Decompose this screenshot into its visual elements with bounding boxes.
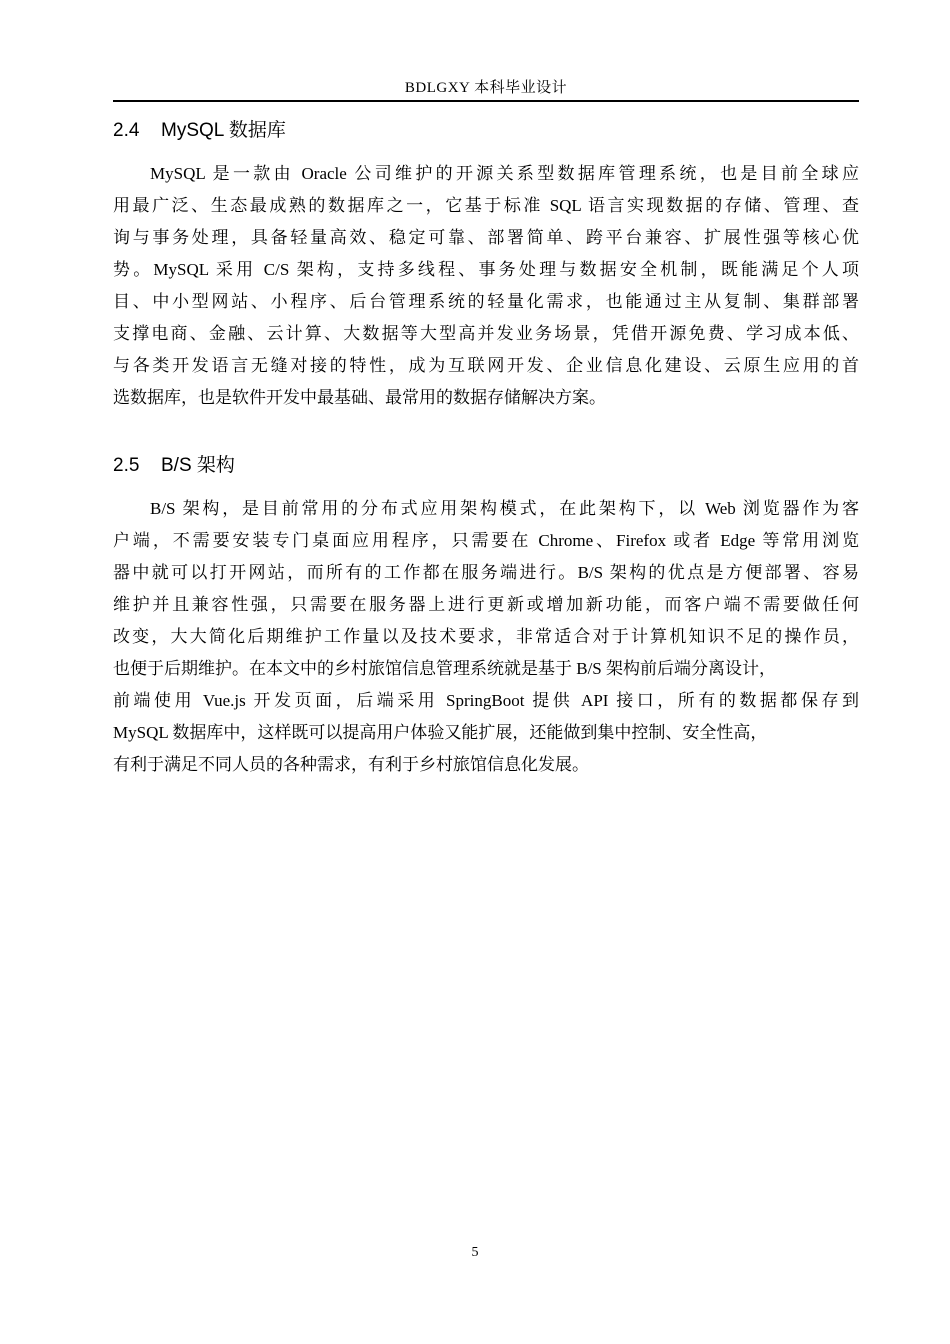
paragraph-line: B/S 架构，是目前常用的分布式应用架构模式，在此架构下，以 Web 浏览器作为客 bbox=[150, 499, 859, 518]
section-paragraph bbox=[113, 493, 859, 781]
paragraph-line: 器中就可以打开网站，而所有的工作都在服务端进行。B/S 架构的优点是方便部署、容易 bbox=[113, 563, 859, 582]
paragraph-line: 支撑电商、金融、云计算、大数据等大型高并发业务场景，凭借开源免费、学习成本低、 bbox=[113, 324, 859, 343]
paragraph-line: 选数据库，也是软件开发中最基础、最常用的数据存储解决方案。 bbox=[113, 388, 606, 407]
section-paragraph bbox=[113, 158, 859, 414]
paragraph-line: 也便于后期维护。在本文中的乡村旅馆信息管理系统就是基于 B/S 架构前后端分离设计， bbox=[113, 659, 777, 678]
paragraph-line: 前端使用 Vue.js 开发页面，后端采用 SpringBoot 提供 API 接口，所有的数据都保存到 bbox=[113, 691, 859, 710]
paragraph-line: 用最广泛、生态最成熟的数据库之一，它基于标准 SQL 语言实现数据的存储、管理、查 bbox=[113, 196, 859, 215]
paragraph-line: MySQL 是一款由 Oracle 公司维护的开源关系型数据库管理系统，也是目前全球应 bbox=[150, 164, 859, 183]
section-2-4 bbox=[113, 118, 859, 414]
paragraph-line: 目、中小型网站、小程序、后台管理系统的轻量化需求，也能通过主从复制、集群部署 bbox=[113, 292, 859, 311]
paragraph-line: 户端，不需要安装专门桌面应用程序，只需要在 Chrome、Firefox 或者 Edge 等常用浏览 bbox=[113, 531, 859, 550]
paragraph-line: 势。MySQL 采用 C/S 架构，支持多线程、事务处理与数据安全机制，既能满足个人项 bbox=[113, 260, 859, 279]
page-number: 5 bbox=[471, 1245, 479, 1260]
section-title: MySQL 数据库 bbox=[161, 120, 286, 141]
section-heading bbox=[113, 453, 859, 479]
section-number: 2.5 bbox=[113, 455, 140, 476]
header-rule bbox=[113, 100, 859, 102]
paragraph-line: 维护并且兼容性强，只需要在服务器上进行更新或增加新功能，而客户端不需要做任何 bbox=[113, 595, 859, 614]
paragraph-line: MySQL 数据库中，这样既可以提高用户体验又能扩展，还能做到集中控制、安全性高， bbox=[113, 723, 768, 742]
paragraph-line: 有利于满足不同人员的各种需求，有利于乡村旅馆信息化发展。 bbox=[113, 755, 589, 774]
section-2-5 bbox=[113, 453, 859, 781]
section-heading bbox=[113, 118, 859, 144]
section-title: B/S 架构 bbox=[161, 455, 235, 476]
section-number: 2.4 bbox=[113, 120, 140, 141]
paragraph-line: 与各类开发语言无缝对接的特性，成为互联网开发、企业信息化建设、云原生应用的首 bbox=[113, 356, 859, 375]
paragraph-line: 询与事务处理，具备轻量高效、稳定可靠、部署简单、跨平台兼容、扩展性强等核心优 bbox=[113, 228, 859, 247]
running-header: BDLGXY 本科毕业设计 bbox=[404, 80, 568, 96]
paragraph-line: 改变，大大简化后期维护工作量以及技术要求，非常适合对于计算机知识不足的操作员， bbox=[113, 627, 859, 646]
